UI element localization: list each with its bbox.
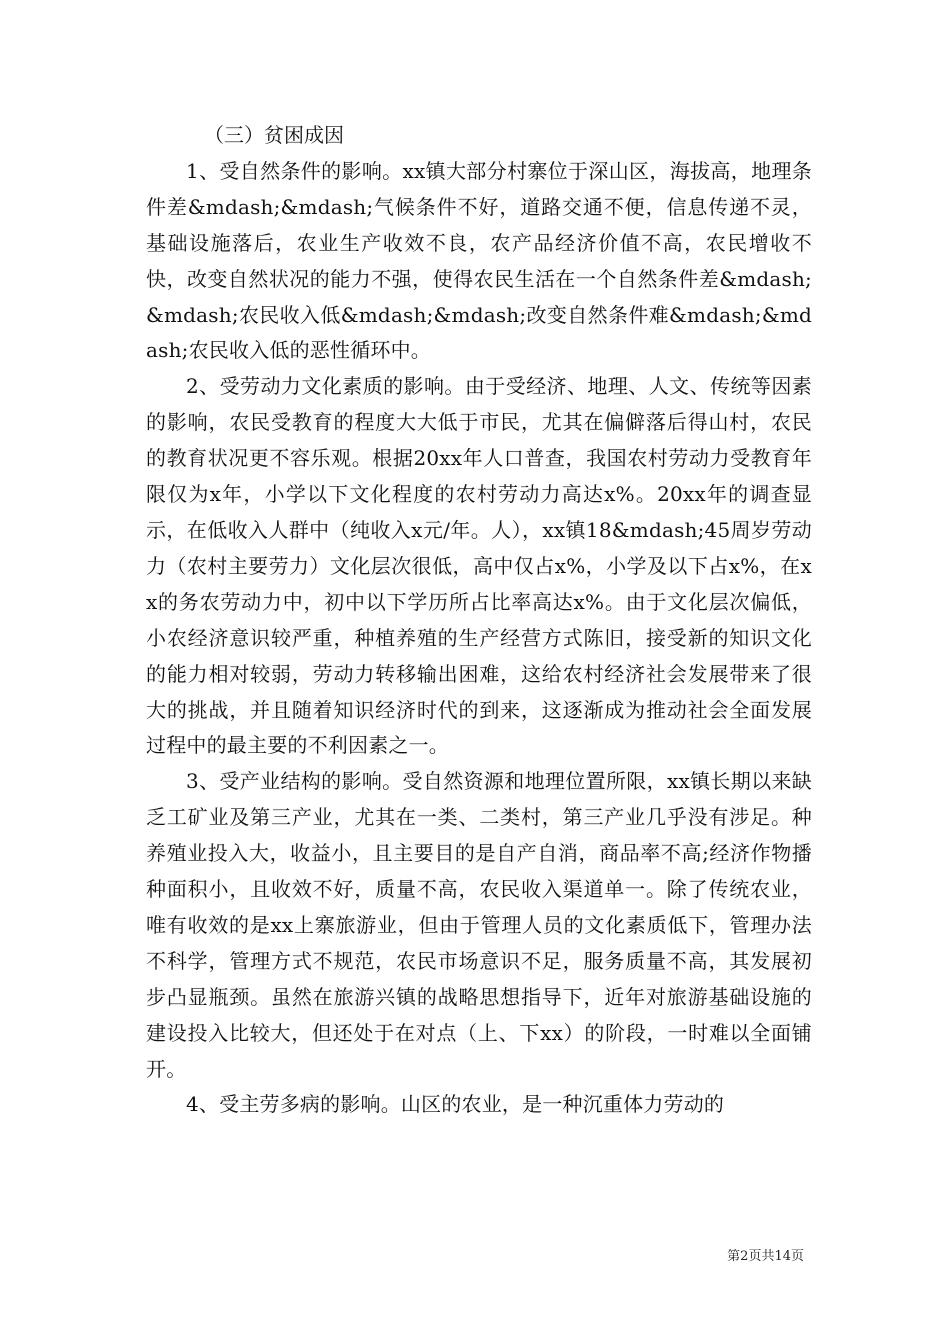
paragraph-1: 1、受自然条件的影响。xx镇大部分村寨位于深山区，海拔高，地理条件差&mdash;&mdash;气候条件不好，道路交通不便，信息传递不灵，基础设施落后，农业生产收效不良，农产品经济价值不高，农民增收不快，改变自然状况的能力不强，使得农民生活在一个自然条件差&mdash;&mdash;农民收入低&mdash;&mdash;改变自然条件难&mdash;&mdash;农民收入低的恶性循环中。 (146, 158, 812, 363)
document-body (146, 118, 812, 1123)
page-number-footer: 第2页共14页 (727, 1249, 804, 1264)
paragraph-3: 3、受产业结构的影响。受自然资源和地理位置所限，xx镇长期以来缺乏工矿业及第三产业，尤其在一类、二类村，第三产业几乎没有涉足。种养殖业投入大，收益小，且主要目的是自产自消，商品率不高;经济作物播种面积小，且收效不好，质量不高，农民收入渠道单一。除了传统农业，唯有收效的是xx上寨旅游业，但由于管理人员的文化素质低下，管理办法不科学，管理方式不规范，农民市场意识不足，服务质量不高，其发展初步凸显瓶颈。虽然在旅游兴镇的战略思想指导下，近年对旅游基础设施的建设投入比较大，但还处于在对点（上、下xx）的阶段，一时难以全面铺开。 (146, 769, 812, 1081)
section-heading: （三）贫困成因 (204, 123, 344, 147)
paragraph-2: 2、受劳动力文化素质的影响。由于受经济、地理、人文、传统等因素的影响，农民受教育的程度大大低于市民，尤其在偏僻落后得山村，农民的教育状况更不容乐观。根据20xx年人口普查，我国农村劳动力受教育年限仅为x年，小学以下文化程度的农村劳动力高达x%。20xx年的调查显示，在低收入人群中（纯收入x元/年。人），xx镇18&mdash;45周岁劳动力（农村主要劳力）文化层次很低，高中仅占x%，小学及以下占x%，在xx的务农劳动力中，初中以下学历所占比率高达x%。由于文化层次偏低，小农经济意识较严重，种植养殖的生产经营方式陈旧，接受新的知识文化的能力相对较弱，劳动力转移输出困难，这给农村经济社会发展带来了很大的挑战，并且随着知识经济时代的到来，这逐渐成为推动社会全面发展过程中的最主要的不利因素之一。 (146, 374, 812, 758)
paragraph-4: 4、受主劳多病的影响。山区的农业，是一种沉重体力劳动的 (186, 1092, 725, 1117)
